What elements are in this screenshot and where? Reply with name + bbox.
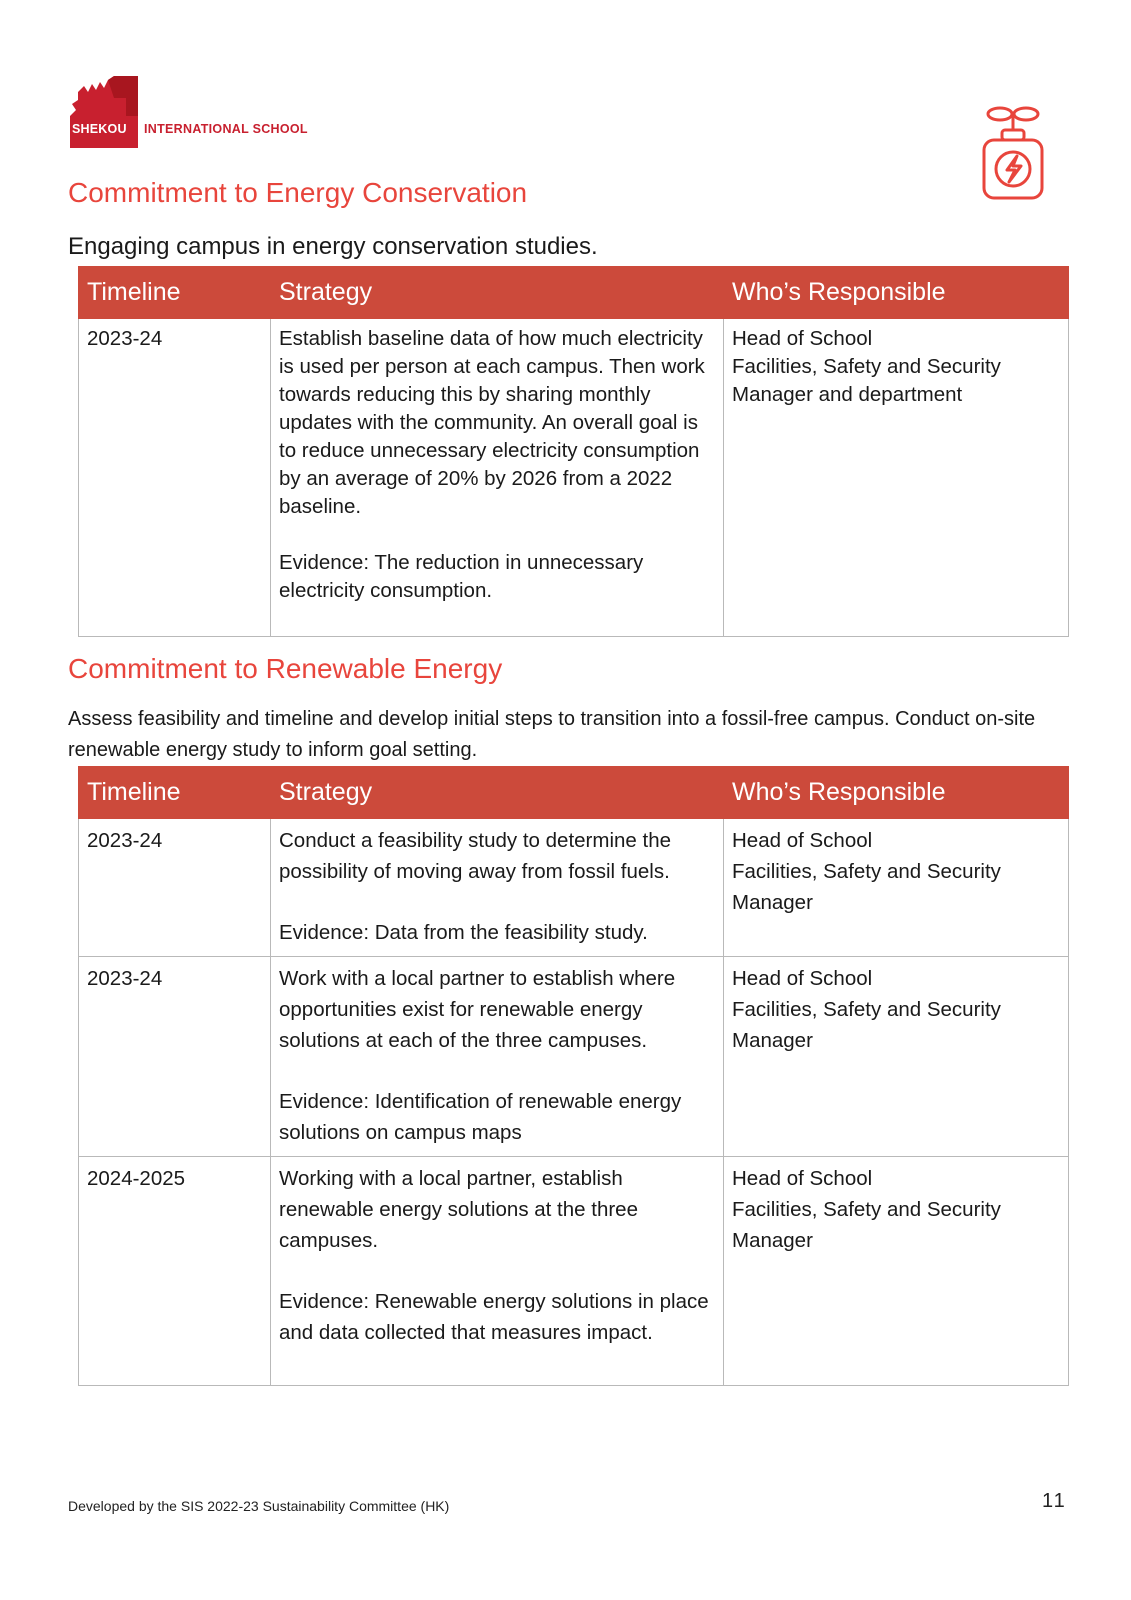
table-row <box>79 319 1069 637</box>
responsible-cell: Head of School Facilities, Safety and Security Manager <box>724 1157 1069 1386</box>
energy-plant-icon <box>980 106 1046 202</box>
logo-school-name: INTERNATIONAL SCHOOL <box>144 122 308 136</box>
strategy-cell <box>271 319 724 637</box>
strategy-cell <box>271 1157 724 1386</box>
evidence-text: Evidence: Renewable energy solutions in place and data collected that measures impact. <box>279 1290 709 1344</box>
section-intro-energy-conservation: Engaging campus in energy conservation studies. <box>68 233 598 260</box>
evidence-text: Evidence: Identification of renewable energy solutions on campus maps <box>279 1090 682 1144</box>
timeline-cell: 2023-24 <box>79 319 271 637</box>
school-logo <box>70 76 360 148</box>
header-responsible: Who’s Responsible <box>724 767 1069 819</box>
strategy-text: Conduct a feasibility study to determine the possibility of moving away from fossil fuels. <box>279 829 671 883</box>
footer-text: Developed by the SIS 2022-23 Sustainability Committee (HK) <box>68 1498 450 1514</box>
section-intro-renewable-energy: Assess feasibility and timeline and develop initial steps to transition into a fossil-free campus. Conduct on-site renewable energy study to inform goal setting. <box>68 708 1036 761</box>
header-strategy: Strategy <box>271 267 724 319</box>
strategy-text: Work with a local partner to establish where opportunities exist for renewable energy solutions at each of the three campuses. <box>279 967 676 1052</box>
header-strategy: Strategy <box>271 767 724 819</box>
table-header-row <box>79 267 1069 319</box>
header-timeline: Timeline <box>79 767 271 819</box>
table-row <box>79 957 1069 1157</box>
energy-conservation-table <box>78 266 1069 637</box>
table-row <box>79 1157 1069 1386</box>
timeline-cell: 2023-24 <box>79 819 271 957</box>
strategy-text: Working with a local partner, establish renewable energy solutions at the three campuses. <box>279 1167 638 1252</box>
evidence-text: Evidence: Data from the feasibility study. <box>279 921 648 944</box>
timeline-cell: 2023-24 <box>79 957 271 1157</box>
section-title-renewable-energy: Commitment to Renewable Energy <box>68 653 503 684</box>
responsible-cell: Head of School Facilities, Safety and Security Manager and department <box>724 319 1069 637</box>
responsible-cell: Head of School Facilities, Safety and Security Manager <box>724 819 1069 957</box>
logo-shekou-text: SHEKOU <box>72 122 127 136</box>
page-number: 11 <box>1042 1490 1067 1512</box>
table-header-row <box>79 767 1069 819</box>
table-row <box>79 819 1069 957</box>
responsible-cell: Head of School Facilities, Safety and Security Manager <box>724 957 1069 1157</box>
evidence-text: Evidence: The reduction in unnecessary electricity consumption. <box>279 551 644 602</box>
strategy-text: Establish baseline data of how much electricity is used per person at each campus. Then work towards reducing this by sharing monthly updates with the community. An overall goal is to reduce unnecessary electricity consumption by an average of 20% by 2026 from a 2022 baseline. <box>279 327 705 518</box>
strategy-cell <box>271 957 724 1157</box>
section-title-energy-conservation: Commitment to Energy Conservation <box>68 177 528 208</box>
renewable-energy-table <box>78 766 1069 1386</box>
header-timeline: Timeline <box>79 267 271 319</box>
header-responsible: Who’s Responsible <box>724 267 1069 319</box>
strategy-cell <box>271 819 724 957</box>
timeline-cell: 2024-2025 <box>79 1157 271 1386</box>
